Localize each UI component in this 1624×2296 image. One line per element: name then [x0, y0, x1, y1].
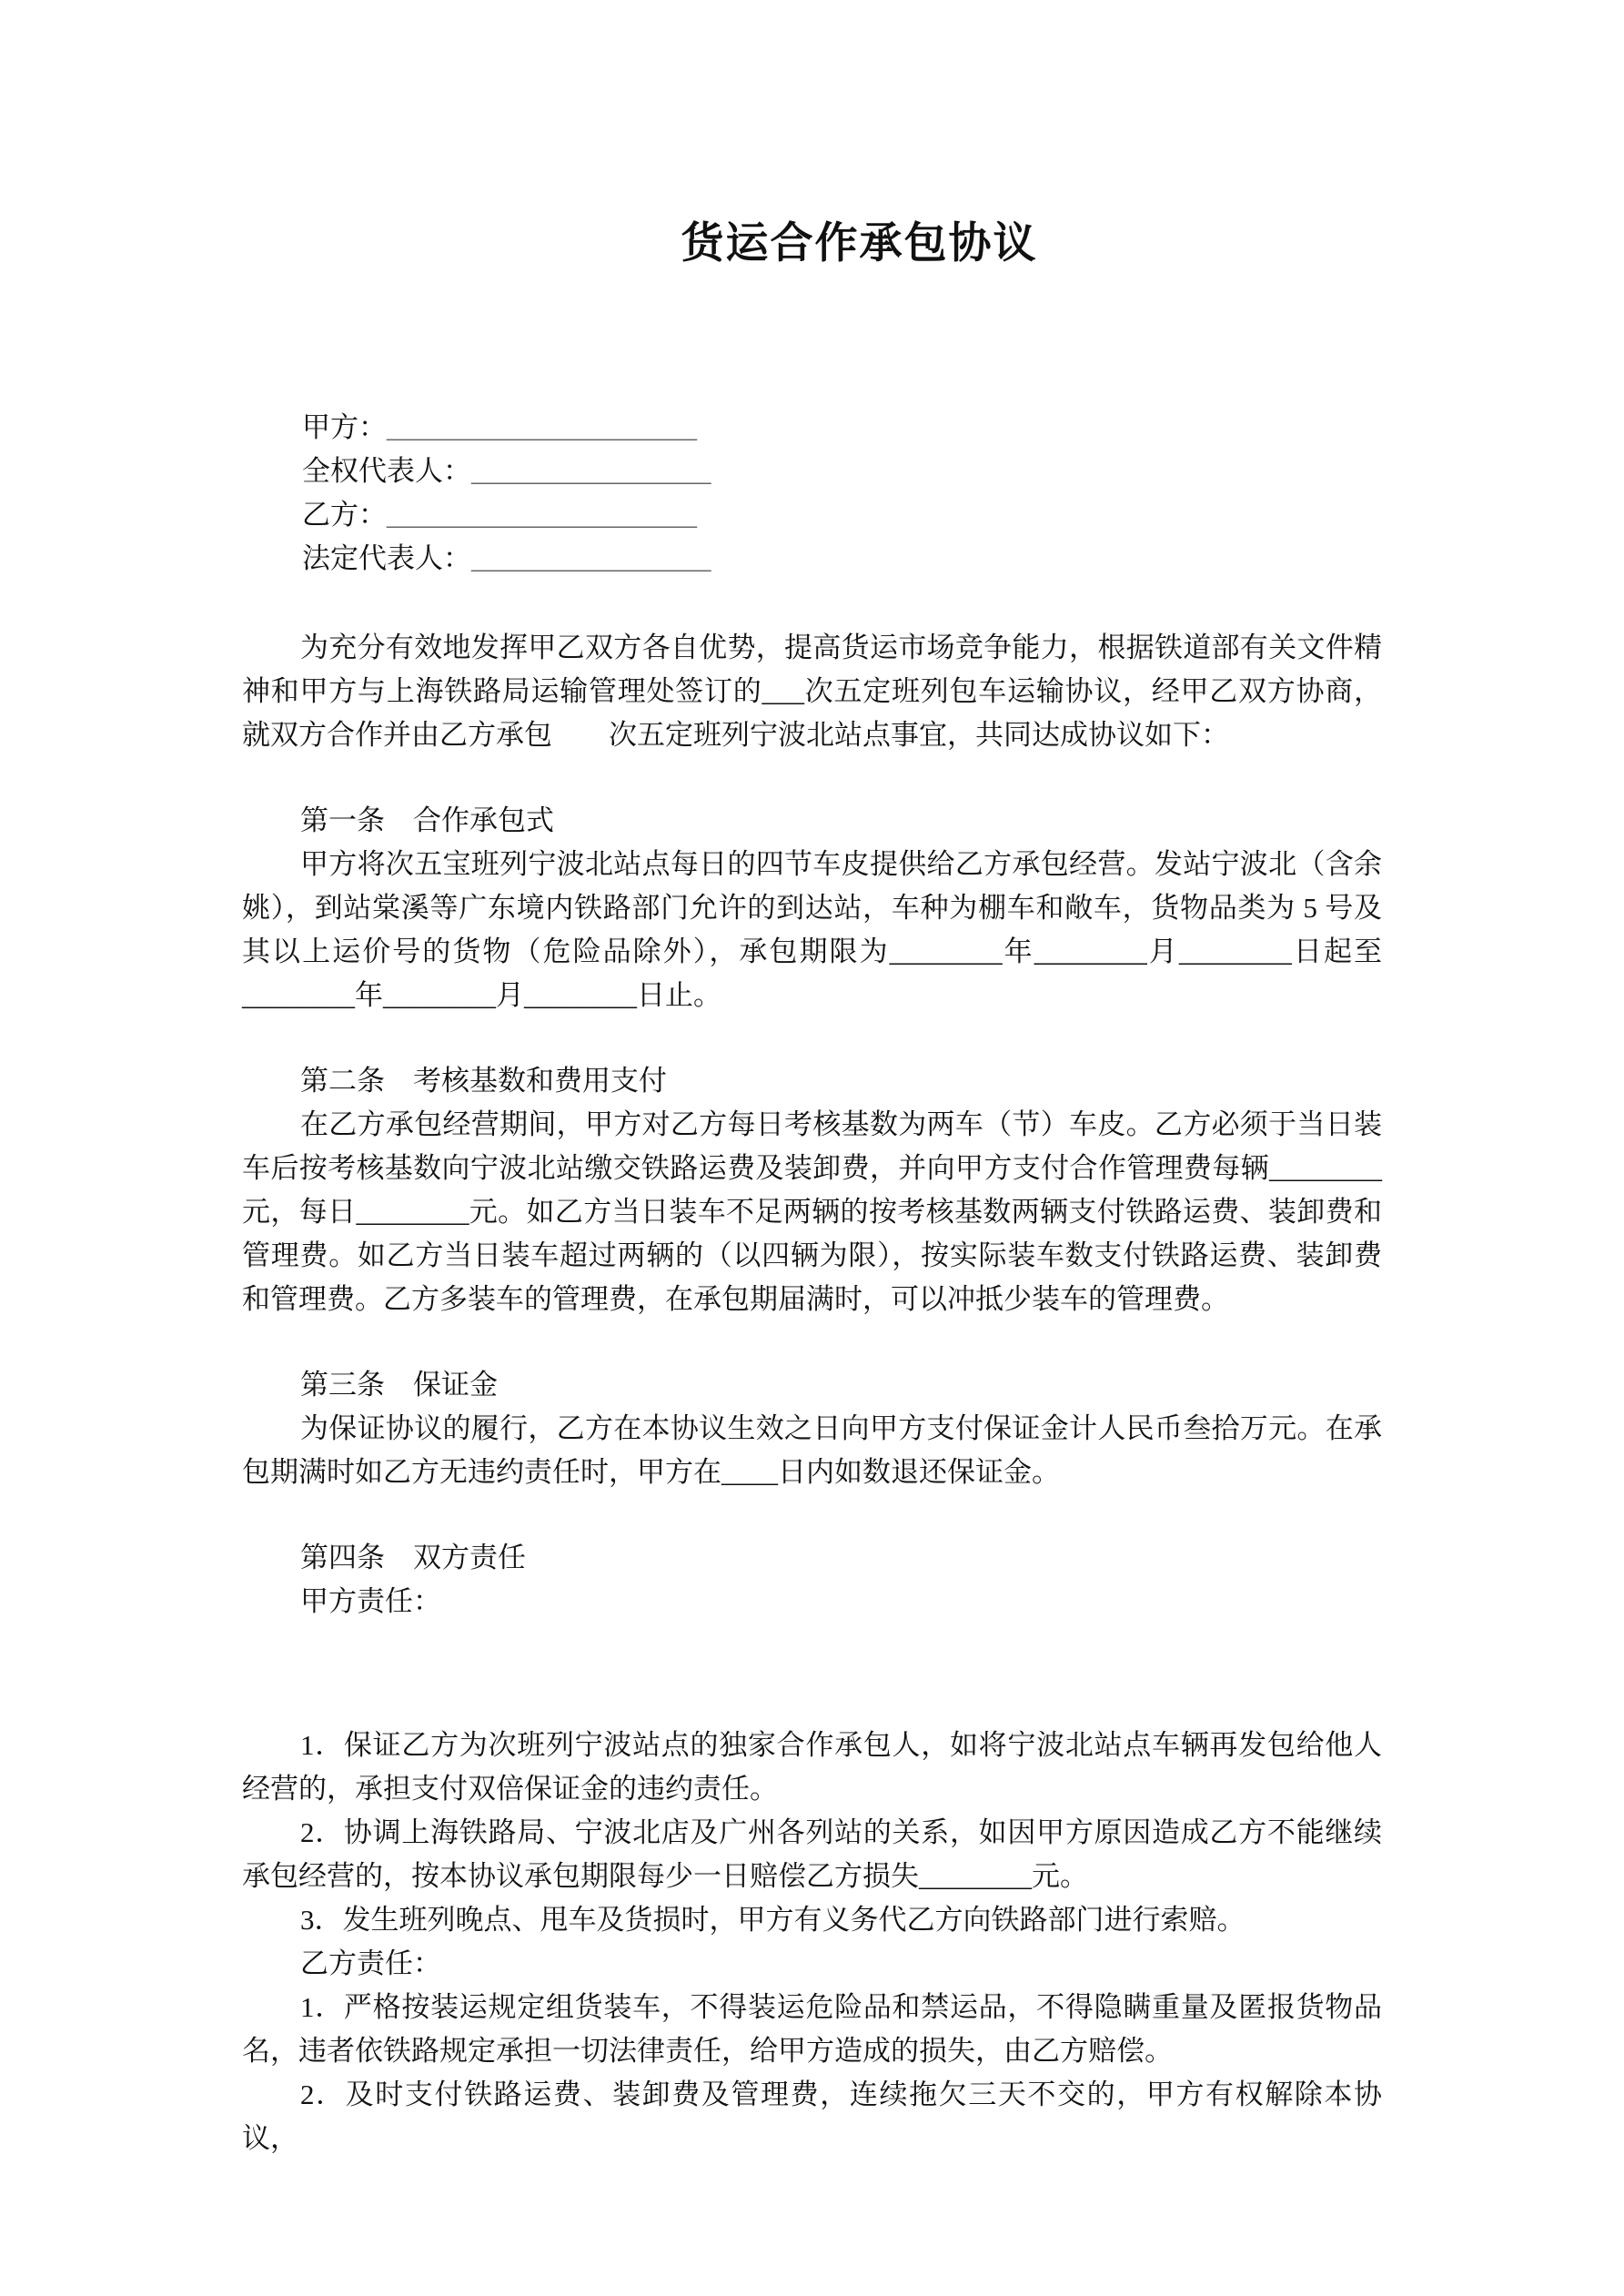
- party-a-duty-3: 3．发生班列晚点、甩车及货损时，甲方有义务代乙方向铁路部门进行索赔。: [300, 1904, 1246, 1936]
- blank-gap: [242, 1623, 1382, 1724]
- section-2-heading: 第二条 考核基数和费用支付: [300, 1065, 667, 1097]
- party-b-duty-2: 2．及时支付铁路运费、装卸费及管理费，连续拖欠三天不交的，甲方有权解除本协议，: [242, 2079, 1382, 2154]
- party-b-duty-1: 1．严格按装运规定组货装车，不得装运危险品和禁运品，不得隐瞒重量及匿报货物品名，违者依铁路规定承担一切法律责任，给甲方造成的损失，由乙方赔偿。: [242, 1991, 1382, 2067]
- party-label-representative-a: 全权代表人：: [302, 455, 471, 487]
- party-blank-legal-representative: _________________: [471, 542, 711, 574]
- party-blank-jiafang: ______________________: [387, 411, 697, 443]
- party-a-duty-1: 1．保证乙方为次班列宁波站点的独家合作承包人，如将宁波北站点车辆再发包给他人经营的，承担支付双倍保证金的违约责任。: [242, 1729, 1382, 1805]
- party-a-duty-2: 2．协调上海铁路局、宁波北店及广州各列站的关系，如因甲方原因造成乙方不能继续承包经营的，按本协议承包期限每少一日赔偿乙方损失________元。: [242, 1816, 1382, 1892]
- section-1-body: 甲方将次五宝班列宁波北站点每日的四节车皮提供给乙方承包经营。发站宁波北（含余姚），到站棠溪等广东境内铁路部门允许的到达站，车种为棚车和敞车，货物品类为 5 号及其以上运价号的货物（危险品除外），承包期限为________年________月________日起至________年________月________日止。: [242, 848, 1382, 1011]
- section-1-heading: 第一条 合作承包式: [300, 804, 554, 836]
- party-line-jiafang: [242, 406, 1382, 450]
- party-blank-yifang: ______________________: [387, 499, 697, 531]
- intro-paragraph: 为充分有效地发挥甲乙双方各自优势，提高货运市场竞争能力，根据铁道部有关文件精神和甲方与上海铁路局运输管理处签订的___次五定班列包车运输协议，经甲乙双方协商，就双方合作并由乙方承包 次五定班列宁波北站点事宜，共同达成协议如下：: [242, 632, 1382, 751]
- section-4-heading: 第四条 双方责任: [300, 1542, 526, 1573]
- section-3-body: 为保证协议的履行，乙方在本协议生效之日向甲方支付保证金计人民币叁拾万元。在承包期满时如乙方无违约责任时，甲方在____日内如数退还保证金。: [242, 1412, 1382, 1488]
- party-blank-representative-a: _________________: [471, 455, 711, 487]
- section-2-body: 在乙方承包经营期间，甲方对乙方每日考核基数为两车（节）车皮。乙方必须于当日装车后按考核基数向宁波北站缴交铁路运费及装卸费，并向甲方支付合作管理费每辆________元，每日________元。如乙方当日装车不足两辆的按考核基数两辆支付铁路运费、装卸费和管理费。如乙方当日装车超过两辆的（以四辆为限），按实际装车数支付铁路运费、装卸费和管理费。乙方多装车的管理费，在承包期届满时，可以冲抵少装车的管理费。: [242, 1108, 1382, 1315]
- party-line-legal-representative: [242, 537, 1382, 581]
- party-label-yifang: 乙方：: [302, 499, 387, 531]
- party-b-duties-label: 乙方责任：: [300, 1947, 441, 1979]
- party-label-jiafang: 甲方：: [302, 411, 387, 443]
- party-label-legal-representative: 法定代表人：: [302, 542, 471, 574]
- section-3-heading: 第三条 保证金: [300, 1369, 498, 1401]
- document-title: 货运合作承包协议: [681, 220, 1038, 268]
- party-a-duties-label: 甲方责任：: [300, 1585, 441, 1617]
- party-line-representative-a: [242, 450, 1382, 493]
- party-block: [242, 406, 1382, 581]
- party-line-yifang: [242, 493, 1382, 537]
